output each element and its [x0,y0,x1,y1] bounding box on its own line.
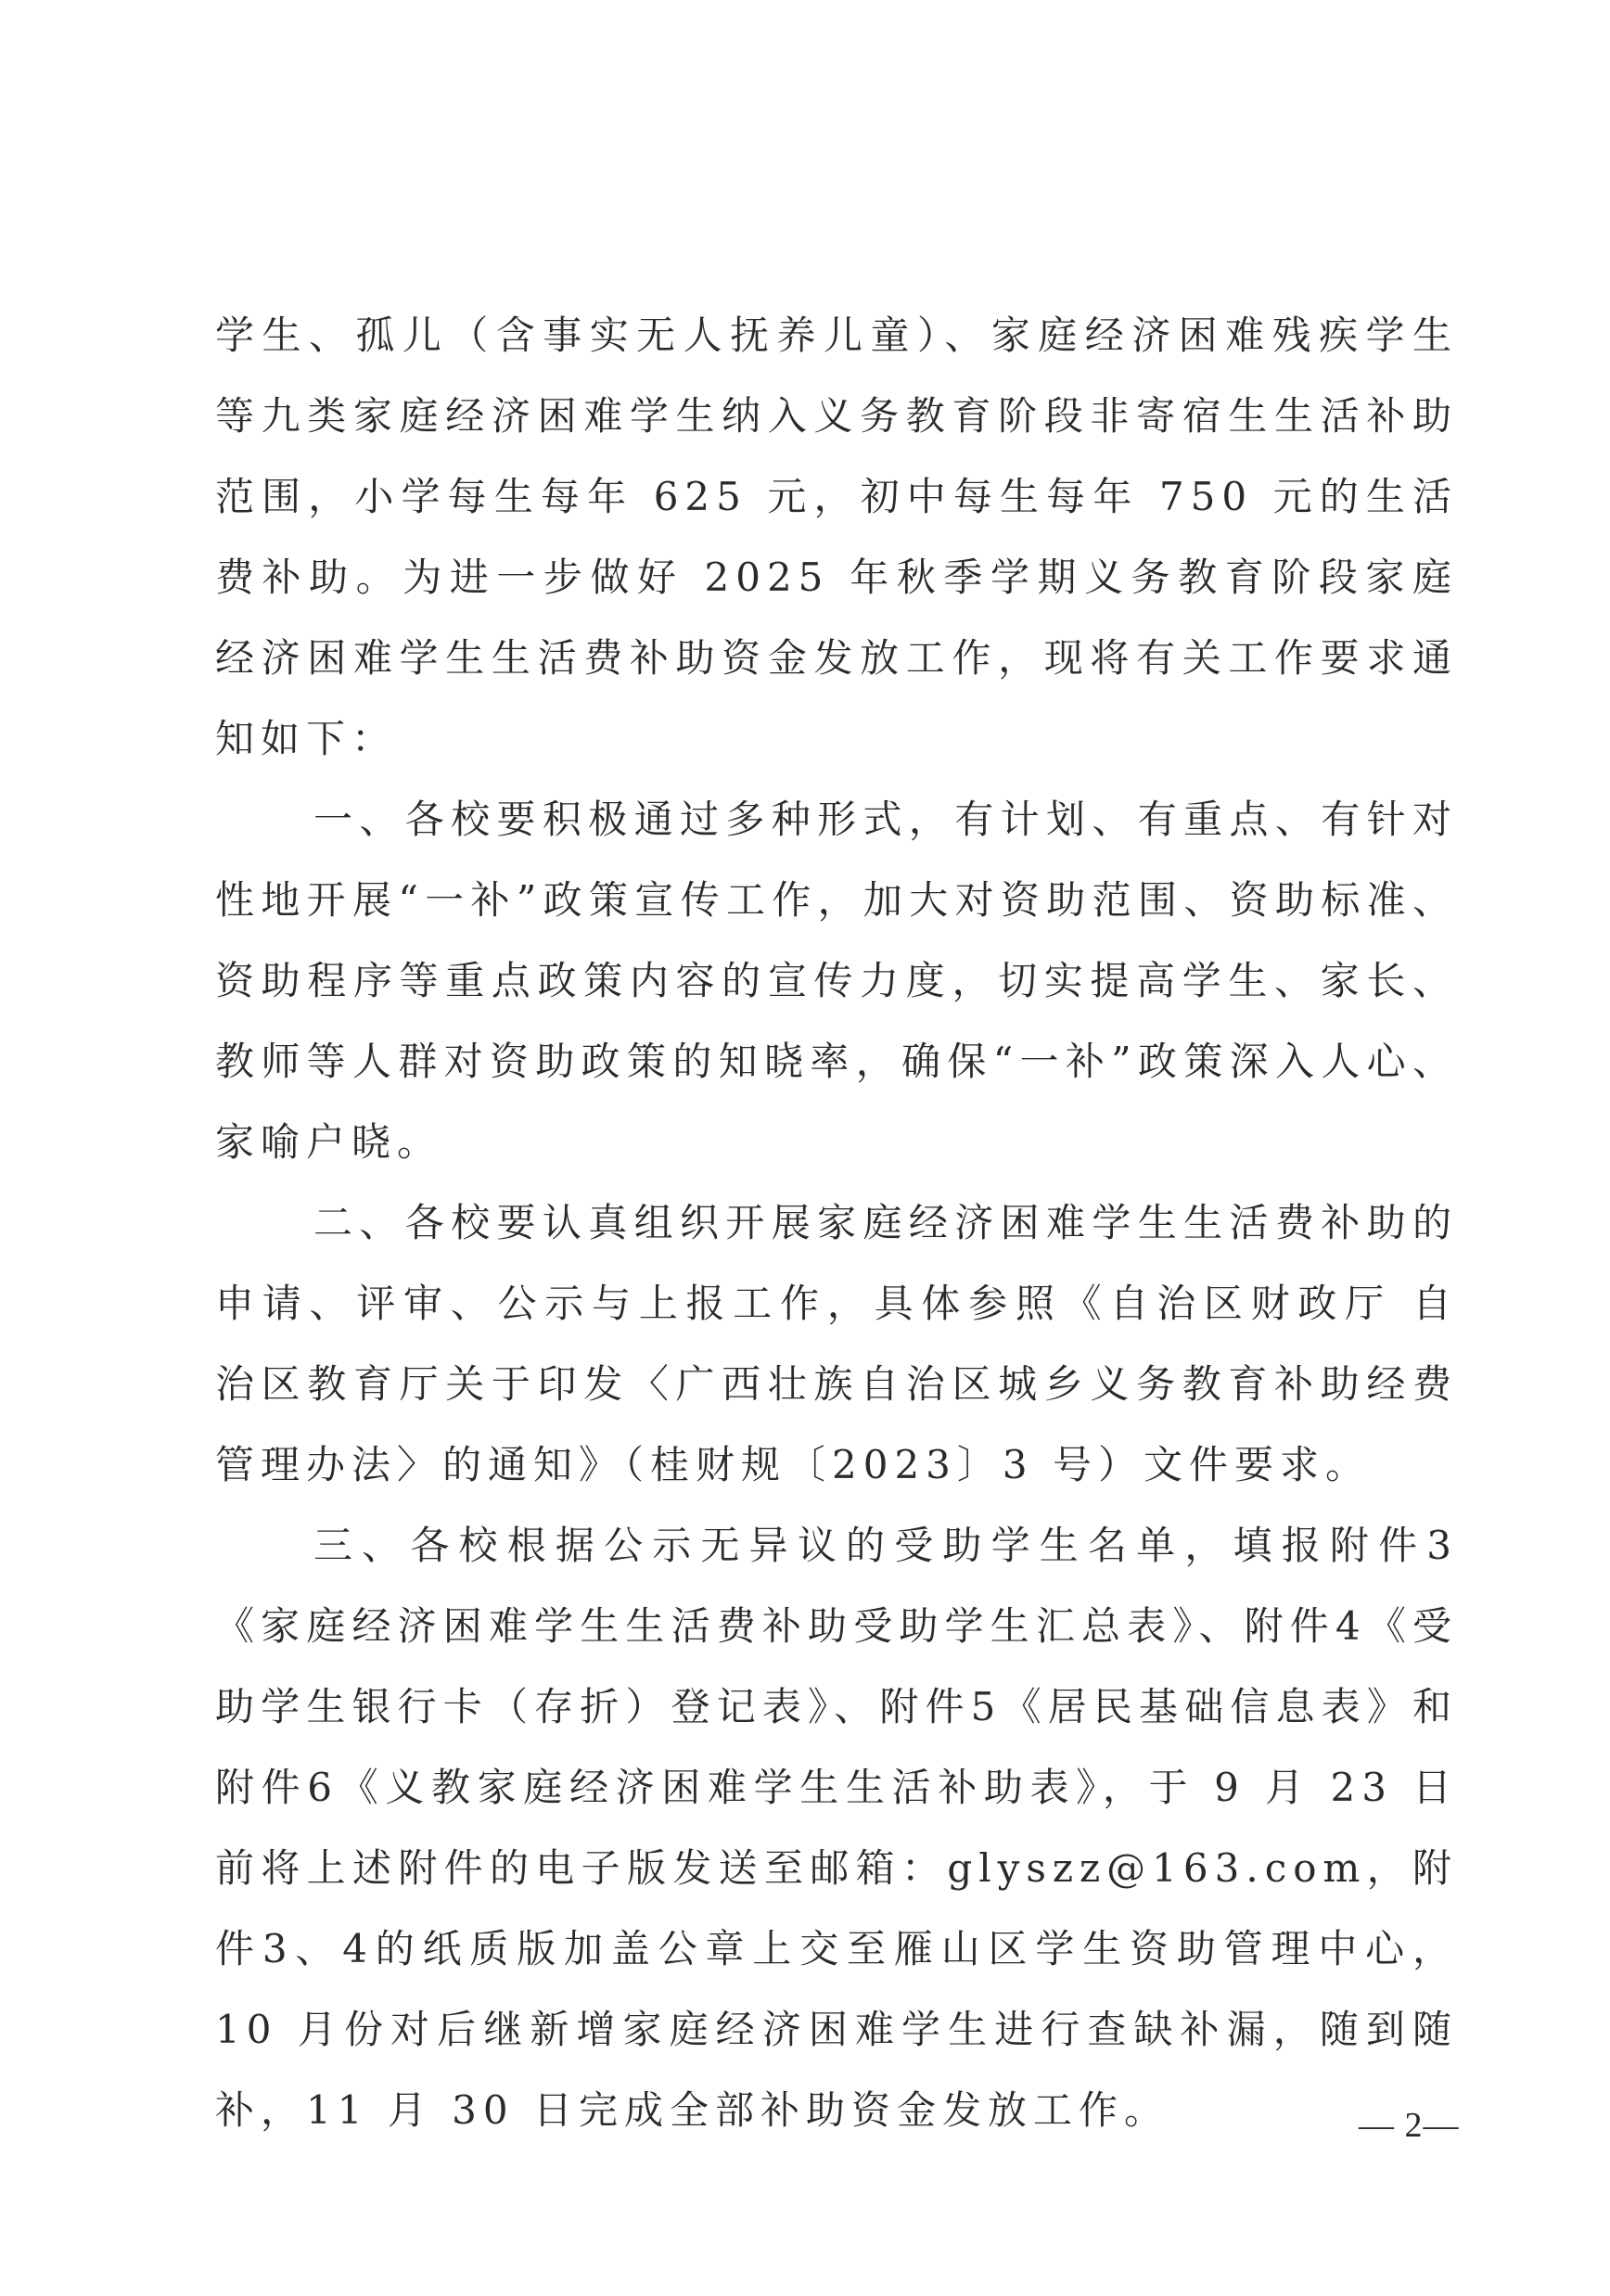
paragraph-item-3: 三、各校根据公示无异议的受助学生名单，填报附件3《家庭经济困难学生生活费补助受助学生汇总表》、附件4《受助学生银行卡（存折）登记表》、附件5《居民基础信息表》和附件6《义教家庭经济困难学生生活补助表》，于 9 月 23 日前将上述附件的电子版发送至邮箱：glyszz@163.com，附件3、4的纸质版加盖公章上交至雁山区学生资助管理中心，10 月份对后继新增家庭经济困难学生进行查缺补漏，随到随补，11 月 30 日完成全部补助资金发放工作。 [215,1523,1458,2133]
paragraph-item-1: 一、各校要积极通过多种形式，有计划、有重点、有针对性地开展“一补”政策宣传工作，加大对资助范围、资助标准、资助程序等重点政策内容的宣传力度，切实提高学生、家长、教师等人群对资助政策的知晓率，确保“一补”政策深入人心、家喻户晓。 [215,797,1458,1165]
page-number: — 2— [1359,2106,1460,2145]
paragraph-item-2: 二、各校要认真组织开展家庭经济困难学生生活费补助的申请、评审、公示与上报工作，具体参照《自治区财政厅 自治区教育厅关于印发〈广西壮族自治区城乡义务教育补助经费管理办法〉的通知》（桂财规〔2023〕3 号）文件要求。 [215,1200,1458,1487]
paragraph-continuation: 学生、孤儿（含事实无人抚养儿童）、家庭经济困难残疾学生等九类家庭经济困难学生纳入义务教育阶段非寄宿生生活补助范围，小学每生每年 625 元，初中每生每年 750 元的生活费补助。为进一步做好 2025 年秋季学期义务教育阶段家庭经济困难学生生活费补助资金发放工作，现将有关工作要求通知如下： [215,313,1458,761]
document-body [215,295,1458,2150]
